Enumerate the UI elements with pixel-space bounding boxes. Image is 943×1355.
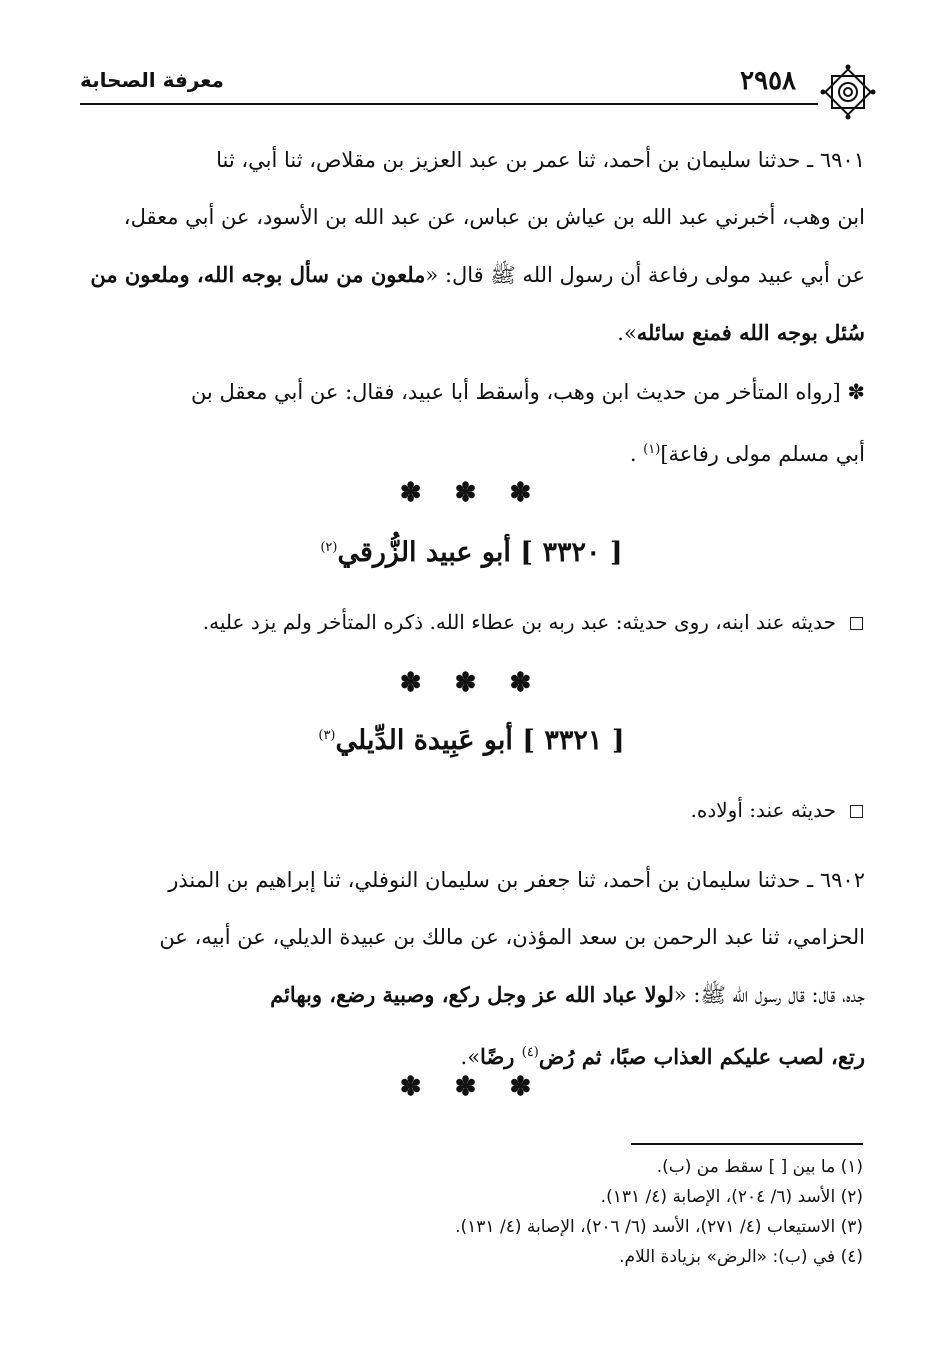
text-line: ✽ [رواه المتأخر من حديث ابن وهب، وأسقط أبا عبيد، فقال: عن أبي معقل بن [190, 380, 865, 404]
footnotes [78, 1152, 863, 1272]
text-line: الحزامي، ثنا عبد الرحمن بن سعد المؤذن، عن مالك بن عبيدة الديلي، عن أبيه، عن [159, 925, 865, 949]
heading-text: [ ٣٣٢١ ] أبو عَبِيدة الدِّيلي [335, 725, 625, 756]
hadith-6902 [78, 852, 865, 1086]
header-rule [80, 103, 818, 105]
entry-note-text: حديثه عند ابنه، روى حديثه: عبد ربه بن عطاء الله. ذكره المتأخر ولم يزد عليه. [202, 610, 836, 634]
footnote-2: (٢) الأسد (٦/ ٢٠٤)، الإصابة (٤/ ١٣١). [600, 1187, 863, 1207]
text-span: جده، قال: قال رسول الله ﷺ: « [673, 983, 865, 1007]
square-bullet-icon [850, 805, 863, 818]
section-separator: ✽ ✽ ✽ [399, 668, 544, 698]
text-span: . [629, 442, 644, 466]
section-separator: ✽ ✽ ✽ [399, 1072, 544, 1102]
page-header [80, 58, 878, 104]
entry-note-text: حديثه عند: أولاده. [690, 798, 836, 822]
entry-heading-3321 [0, 725, 943, 756]
section-separator: ✽ ✽ ✽ [399, 478, 544, 508]
footnote-1: (١) ما بين [ ] سقط من (ب). [656, 1157, 863, 1177]
text-span: عن أبي عبيد مولى رفاعة أن رسول الله ﷺ قال: « [425, 263, 865, 287]
hadith-matn: سُئل بوجه الله فمنع سائله [636, 320, 865, 345]
heading-text: [ ٣٣٢٠ ] أبو عبيد الزُّرقي [337, 537, 623, 568]
text-line: ٦٩٠١ ـ حدثنا سليمان بن أحمد، ثنا عمر بن عبد العزيز بن مقلاص، ثنا أبي، ثنا [216, 148, 865, 172]
text-line: ابن وهب، أخبرني عبد الله بن عياش بن عباس، عن عبد الله بن الأسود، عن أبي معقل، [123, 205, 865, 229]
text-line [78, 421, 865, 483]
text-line: ٦٩٠٢ ـ حدثنا سليمان بن أحمد، ثنا جعفر بن سليمان النوفلي، ثنا إبراهيم بن المنذر [168, 868, 865, 892]
hadith-matn: رتع، لصب عليكم العذاب صبًا، ثم رُض [538, 1044, 865, 1069]
text-span: أبي مسلم مولى رفاعة] [660, 442, 865, 466]
text-line [78, 246, 865, 304]
hadith-matn: ملعون من سأل بوجه الله، وملعون من [90, 262, 426, 287]
footnote-4: (٤) في (ب): «الرض» بزيادة اللام. [619, 1247, 863, 1267]
running-title: معرفة الصحابة [80, 68, 224, 92]
footnote-rule [631, 1143, 863, 1145]
text-line [78, 966, 865, 1024]
footnote-ref: (١) [643, 442, 661, 457]
entry-heading-3320 [0, 537, 943, 568]
footnote-ref: (٢) [320, 540, 338, 555]
hadith-matn: لولا عباد الله عز وجل ركع، وصبية رضع، وبهائم [270, 982, 674, 1007]
square-bullet-icon [850, 617, 863, 630]
footnote-ref: (٤) [521, 1045, 539, 1060]
text-line [78, 304, 865, 362]
page-number: ٢٩٥٨ [740, 66, 796, 96]
commentary-note [78, 364, 865, 483]
hadith-6901 [78, 132, 865, 362]
text-span: ». [617, 321, 637, 345]
footnote-3: (٣) الاستيعاب (٤/ ٢٧١)، الأسد (٦/ ٢٠٦)، الإصابة (٤/ ١٣١). [455, 1217, 863, 1237]
footnote-ref: (٣) [318, 728, 336, 743]
entry-note [78, 610, 863, 634]
text-span: ». [460, 1045, 481, 1069]
hadith-matn: رضًا [480, 1044, 522, 1069]
ornament-star-icon [818, 62, 878, 122]
entry-note [78, 798, 863, 822]
